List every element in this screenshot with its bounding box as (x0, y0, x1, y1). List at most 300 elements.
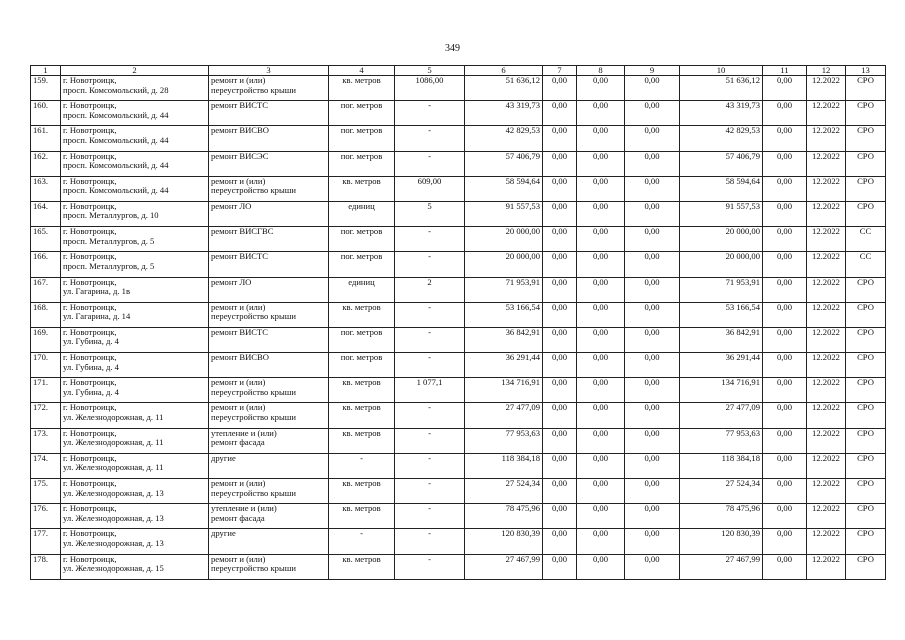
total-cost-cell: 120 830,39 (465, 529, 543, 554)
value-cell: 0,00 (577, 302, 625, 327)
table-row (31, 327, 886, 352)
deadline-cell: 12.2022 (807, 277, 846, 302)
deadline-cell: 12.2022 (807, 428, 846, 453)
value-cell: 0,00 (625, 176, 680, 201)
city-line: г. Новотроицк, (63, 428, 117, 438)
unit-cell: кв. метров (329, 378, 395, 403)
column-header: 1 (31, 66, 61, 76)
fund-cost-cell: 58 594,64 (680, 176, 763, 201)
fund-cost-cell: 78 475,96 (680, 504, 763, 529)
table-row (31, 252, 886, 277)
work-type-cell (209, 126, 329, 151)
quantity-cell: - (395, 126, 465, 151)
work-line-1: ремонт и (или) (211, 75, 266, 85)
fund-cost-cell: 36 291,44 (680, 353, 763, 378)
fund-cost-cell: 27 524,34 (680, 479, 763, 504)
column-header: 2 (61, 66, 209, 76)
value-cell: 0,00 (763, 378, 807, 403)
table-row (31, 453, 886, 478)
deadline-cell: 12.2022 (807, 201, 846, 226)
row-number-cell: 178. (31, 554, 61, 579)
value-cell: 0,00 (625, 252, 680, 277)
work-line-1: ремонт ВИСТС (211, 100, 269, 111)
page-number: 349 (445, 43, 460, 54)
street-line: просп. Комсомольский, д. 44 (63, 109, 169, 120)
deadline-cell: 12.2022 (807, 176, 846, 201)
fund-cost-cell: 43 319,73 (680, 101, 763, 126)
value-cell: 0,00 (577, 252, 625, 277)
row-number-cell: 173. (31, 428, 61, 453)
method-cell: СРО (846, 353, 886, 378)
work-line-1: ремонт и (или) (211, 302, 266, 312)
city-line: г. Новотроицк, (63, 554, 117, 564)
row-number-cell: 165. (31, 227, 61, 252)
deadline-cell: 12.2022 (807, 554, 846, 579)
column-header: 12 (807, 66, 846, 76)
address-cell (61, 302, 209, 327)
work-type-cell (209, 428, 329, 453)
fund-cost-cell: 20 000,00 (680, 227, 763, 252)
unit-cell: кв. метров (329, 302, 395, 327)
total-cost-cell: 36 291,44 (465, 353, 543, 378)
street-line: ул. Гагарина, д. 1в (63, 286, 131, 296)
value-cell: 0,00 (763, 76, 807, 101)
work-line-2: переустройство крыши (211, 411, 296, 422)
value-cell: 0,00 (543, 252, 577, 277)
value-cell: 0,00 (543, 504, 577, 529)
fund-cost-cell: 57 406,79 (680, 151, 763, 176)
value-cell: 0,00 (763, 252, 807, 277)
address-cell (61, 227, 209, 252)
work-line-2: переустройство крыши (211, 84, 296, 95)
total-cost-cell: 71 953,91 (465, 277, 543, 302)
value-cell: 0,00 (763, 126, 807, 151)
value-cell: 0,00 (763, 504, 807, 529)
deadline-cell: 12.2022 (807, 302, 846, 327)
table-row (31, 428, 886, 453)
value-cell: 0,00 (577, 554, 625, 579)
table-row (31, 277, 886, 302)
fund-cost-cell: 27 467,99 (680, 554, 763, 579)
address-cell (61, 76, 209, 101)
city-line: г. Новотроицк, (63, 251, 117, 262)
table-row (31, 554, 886, 579)
quantity-cell: - (395, 428, 465, 453)
street-line: ул. Губина, д. 4 (63, 386, 119, 397)
unit-cell: пог. метров (329, 151, 395, 176)
work-line-1: ремонт и (или) (211, 478, 266, 488)
row-number-cell: 171. (31, 378, 61, 403)
method-cell: СРО (846, 504, 886, 529)
deadline-cell: 12.2022 (807, 151, 846, 176)
city-line: г. Новотроицк, (63, 125, 117, 136)
work-line-1: ремонт ВИСВО (211, 125, 269, 136)
value-cell: 0,00 (543, 378, 577, 403)
city-line: г. Новотроицк, (63, 151, 117, 161)
work-type-cell (209, 353, 329, 378)
value-cell: 0,00 (543, 101, 577, 126)
work-type-cell (209, 252, 329, 277)
value-cell: 0,00 (577, 403, 625, 428)
total-cost-cell: 43 319,73 (465, 101, 543, 126)
street-line: просп. Комсомольский, д. 44 (63, 134, 169, 145)
method-cell: СРО (846, 101, 886, 126)
quantity-cell: 1086,00 (395, 76, 465, 101)
city-line: г. Новотроицк, (63, 201, 117, 211)
deadline-cell: 12.2022 (807, 403, 846, 428)
street-line: ул. Железнодорожная, д. 11 (63, 462, 164, 473)
deadline-cell: 12.2022 (807, 252, 846, 277)
method-cell: СРО (846, 378, 886, 403)
value-cell: 0,00 (763, 201, 807, 226)
value-cell: 0,00 (625, 76, 680, 101)
work-type-cell (209, 76, 329, 101)
row-number-cell: 177. (31, 529, 61, 554)
row-number-cell: 167. (31, 277, 61, 302)
street-line: ул. Железнодорожная, д. 15 (63, 563, 164, 574)
work-line-2: ремонт фасада (211, 512, 265, 523)
work-type-cell (209, 504, 329, 529)
fund-cost-cell: 118 384,18 (680, 453, 763, 478)
row-number-cell: 175. (31, 479, 61, 504)
address-cell (61, 479, 209, 504)
value-cell: 0,00 (763, 151, 807, 176)
value-cell: 0,00 (577, 428, 625, 453)
column-header: 8 (577, 66, 625, 76)
street-line: ул. Железнодорожная, д. 13 (63, 512, 164, 523)
fund-cost-cell: 77 953,63 (680, 428, 763, 453)
value-cell: 0,00 (763, 327, 807, 352)
fund-cost-cell: 71 953,91 (680, 277, 763, 302)
row-number-cell: 164. (31, 201, 61, 226)
total-cost-cell: 42 829,53 (465, 126, 543, 151)
total-cost-cell: 134 716,91 (465, 378, 543, 403)
table-row (31, 378, 886, 403)
address-cell (61, 151, 209, 176)
table-row (31, 227, 886, 252)
work-type-cell (209, 327, 329, 352)
deadline-cell: 12.2022 (807, 101, 846, 126)
work-line-2: переустройство крыши (211, 487, 296, 498)
column-header: 10 (680, 66, 763, 76)
unit-cell: кв. метров (329, 176, 395, 201)
quantity-cell: - (395, 403, 465, 428)
quantity-cell: 1 077,1 (395, 378, 465, 403)
quantity-cell: - (395, 101, 465, 126)
value-cell: 0,00 (543, 126, 577, 151)
street-line: просп. Металлургов, д. 5 (63, 235, 155, 246)
work-line-2: переустройство крыши (211, 386, 296, 397)
work-line-1: ремонт и (или) (211, 176, 266, 186)
value-cell: 0,00 (543, 403, 577, 428)
work-type-cell (209, 201, 329, 226)
quantity-cell: - (395, 327, 465, 352)
method-cell: СРО (846, 327, 886, 352)
value-cell: 0,00 (543, 302, 577, 327)
work-type-cell (209, 277, 329, 302)
work-type-cell (209, 378, 329, 403)
value-cell: 0,00 (625, 428, 680, 453)
work-type-cell (209, 176, 329, 201)
method-cell: СРО (846, 201, 886, 226)
value-cell: 0,00 (577, 76, 625, 101)
address-cell (61, 126, 209, 151)
column-number-row (31, 66, 886, 76)
value-cell: 0,00 (577, 327, 625, 352)
value-cell: 0,00 (577, 453, 625, 478)
street-line: просп. Комсомольский, д. 44 (63, 185, 169, 196)
unit-cell: пог. метров (329, 327, 395, 352)
value-cell: 0,00 (625, 479, 680, 504)
value-cell: 0,00 (625, 403, 680, 428)
row-number-cell: 176. (31, 504, 61, 529)
method-cell: СС (846, 252, 886, 277)
address-cell (61, 327, 209, 352)
value-cell: 0,00 (625, 302, 680, 327)
quantity-cell: 609,00 (395, 176, 465, 201)
unit-cell: - (329, 453, 395, 478)
total-cost-cell: 78 475,96 (465, 504, 543, 529)
method-cell: СС (846, 227, 886, 252)
quantity-cell: - (395, 151, 465, 176)
value-cell: 0,00 (543, 554, 577, 579)
column-header: 11 (763, 66, 807, 76)
city-line: г. Новотроицк, (63, 302, 117, 312)
row-number-cell: 161. (31, 126, 61, 151)
work-line-1: ремонт ЛО (211, 201, 252, 211)
value-cell: 0,00 (577, 227, 625, 252)
column-header: 7 (543, 66, 577, 76)
street-line: ул. Железнодорожная, д. 11 (63, 437, 164, 448)
method-cell: СРО (846, 554, 886, 579)
work-line-2: переустройство крыши (211, 311, 296, 322)
total-cost-cell: 91 557,53 (465, 201, 543, 226)
value-cell: 0,00 (625, 554, 680, 579)
unit-cell: кв. метров (329, 76, 395, 101)
value-cell: 0,00 (763, 403, 807, 428)
address-cell (61, 176, 209, 201)
address-cell (61, 201, 209, 226)
register-table (30, 65, 886, 580)
fund-cost-cell: 91 557,53 (680, 201, 763, 226)
value-cell: 0,00 (543, 76, 577, 101)
street-line: ул. Железнодорожная, д. 13 (63, 537, 164, 548)
street-line: ул. Железнодорожная, д. 13 (63, 487, 164, 498)
unit-cell: пог. метров (329, 126, 395, 151)
work-type-cell (209, 529, 329, 554)
fund-cost-cell: 20 000,00 (680, 252, 763, 277)
value-cell: 0,00 (625, 378, 680, 403)
column-header: 4 (329, 66, 395, 76)
unit-cell: единиц (329, 201, 395, 226)
quantity-cell: - (395, 504, 465, 529)
deadline-cell: 12.2022 (807, 479, 846, 504)
city-line: г. Новотроицк, (63, 176, 117, 186)
value-cell: 0,00 (625, 151, 680, 176)
fund-cost-cell: 27 477,09 (680, 403, 763, 428)
unit-cell: пог. метров (329, 353, 395, 378)
value-cell: 0,00 (543, 151, 577, 176)
city-line: г. Новотроицк, (63, 277, 117, 287)
value-cell: 0,00 (577, 479, 625, 504)
value-cell: 0,00 (543, 479, 577, 504)
table-body (31, 76, 886, 580)
value-cell: 0,00 (625, 126, 680, 151)
value-cell: 0,00 (577, 529, 625, 554)
total-cost-cell: 58 594,64 (465, 176, 543, 201)
method-cell: СРО (846, 76, 886, 101)
row-number-cell: 168. (31, 302, 61, 327)
value-cell: 0,00 (625, 529, 680, 554)
street-line: ул. Железнодорожная, д. 11 (63, 411, 164, 422)
table-row (31, 479, 886, 504)
value-cell: 0,00 (543, 529, 577, 554)
address-cell (61, 378, 209, 403)
address-cell (61, 504, 209, 529)
value-cell: 0,00 (625, 327, 680, 352)
address-cell (61, 428, 209, 453)
column-header: 5 (395, 66, 465, 76)
value-cell: 0,00 (577, 353, 625, 378)
value-cell: 0,00 (763, 428, 807, 453)
work-line-2: переустройство крыши (211, 185, 296, 196)
unit-cell: кв. метров (329, 479, 395, 504)
value-cell: 0,00 (763, 554, 807, 579)
fund-cost-cell: 42 829,53 (680, 126, 763, 151)
address-cell (61, 403, 209, 428)
value-cell: 0,00 (543, 353, 577, 378)
work-line-2: ремонт фасада (211, 437, 265, 448)
work-type-cell (209, 302, 329, 327)
deadline-cell: 12.2022 (807, 76, 846, 101)
row-number-cell: 169. (31, 327, 61, 352)
value-cell: 0,00 (543, 201, 577, 226)
address-cell (61, 252, 209, 277)
column-header: 13 (846, 66, 886, 76)
method-cell: СРО (846, 277, 886, 302)
total-cost-cell: 118 384,18 (465, 453, 543, 478)
method-cell: СРО (846, 479, 886, 504)
street-line: просп. Комсомольский, д. 44 (63, 160, 169, 171)
value-cell: 0,00 (625, 277, 680, 302)
work-line-1: ремонт и (или) (211, 402, 266, 413)
total-cost-cell: 20 000,00 (465, 227, 543, 252)
row-number-cell: 162. (31, 151, 61, 176)
work-line-1: ремонт ВИСТС (211, 251, 269, 262)
address-cell (61, 453, 209, 478)
total-cost-cell: 36 842,91 (465, 327, 543, 352)
method-cell: СРО (846, 529, 886, 554)
work-line-1: утепление и (или) (211, 503, 277, 514)
city-line: г. Новотроицк, (63, 528, 117, 539)
city-line: г. Новотроицк, (63, 453, 117, 463)
row-number-cell: 163. (31, 176, 61, 201)
work-type-cell (209, 227, 329, 252)
work-type-cell (209, 453, 329, 478)
method-cell: СРО (846, 453, 886, 478)
value-cell: 0,00 (763, 453, 807, 478)
fund-cost-cell: 51 636,12 (680, 76, 763, 101)
street-line: ул. Гагарина, д. 14 (63, 311, 131, 322)
work-line-1: утепление и (или) (211, 428, 277, 438)
fund-cost-cell: 120 830,39 (680, 529, 763, 554)
value-cell: 0,00 (543, 327, 577, 352)
total-cost-cell: 20 000,00 (465, 252, 543, 277)
deadline-cell: 12.2022 (807, 504, 846, 529)
city-line: г. Новотроицк, (63, 377, 117, 388)
work-line-1: ремонт ВИСТС (211, 327, 269, 337)
value-cell: 0,00 (577, 378, 625, 403)
address-cell (61, 101, 209, 126)
unit-cell: кв. метров (329, 504, 395, 529)
unit-cell: кв. метров (329, 428, 395, 453)
value-cell: 0,00 (625, 453, 680, 478)
value-cell: 0,00 (577, 101, 625, 126)
column-header: 3 (209, 66, 329, 76)
method-cell: СРО (846, 176, 886, 201)
table-row (31, 201, 886, 226)
value-cell: 0,00 (543, 176, 577, 201)
city-line: г. Новотроицк, (63, 100, 117, 111)
city-line: г. Новотроицк, (63, 327, 117, 337)
value-cell: 0,00 (763, 277, 807, 302)
value-cell: 0,00 (577, 504, 625, 529)
street-line: ул. Губина, д. 4 (63, 361, 119, 372)
value-cell: 0,00 (577, 201, 625, 226)
work-line-1: ремонт и (или) (211, 377, 266, 388)
work-line-1: ремонт ВИСЭС (211, 151, 269, 161)
unit-cell: пог. метров (329, 101, 395, 126)
unit-cell: пог. метров (329, 227, 395, 252)
table-row (31, 504, 886, 529)
street-line: ул. Губина, д. 4 (63, 336, 119, 347)
total-cost-cell: 27 477,09 (465, 403, 543, 428)
city-line: г. Новотроицк, (63, 503, 117, 514)
value-cell: 0,00 (763, 302, 807, 327)
city-line: г. Новотроицк, (63, 402, 117, 413)
work-type-cell (209, 101, 329, 126)
street-line: просп. Комсомольский, д. 28 (63, 84, 169, 95)
unit-cell: кв. метров (329, 554, 395, 579)
value-cell: 0,00 (577, 277, 625, 302)
value-cell: 0,00 (577, 151, 625, 176)
row-number-cell: 159. (31, 76, 61, 101)
value-cell: 0,00 (625, 353, 680, 378)
work-type-cell (209, 554, 329, 579)
method-cell: СРО (846, 126, 886, 151)
city-line: г. Новотроицк, (63, 75, 117, 85)
address-cell (61, 353, 209, 378)
method-cell: СРО (846, 302, 886, 327)
street-line: просп. Металлургов, д. 5 (63, 260, 155, 271)
row-number-cell: 160. (31, 101, 61, 126)
deadline-cell: 12.2022 (807, 327, 846, 352)
work-type-cell (209, 403, 329, 428)
value-cell: 0,00 (763, 479, 807, 504)
table-row (31, 76, 886, 101)
value-cell: 0,00 (625, 201, 680, 226)
work-line-1: другие (211, 453, 236, 463)
total-cost-cell: 57 406,79 (465, 151, 543, 176)
deadline-cell: 12.2022 (807, 529, 846, 554)
quantity-cell: - (395, 554, 465, 579)
method-cell: СРО (846, 403, 886, 428)
table-row (31, 302, 886, 327)
address-cell (61, 554, 209, 579)
table-row (31, 101, 886, 126)
column-header: 9 (625, 66, 680, 76)
value-cell: 0,00 (763, 529, 807, 554)
